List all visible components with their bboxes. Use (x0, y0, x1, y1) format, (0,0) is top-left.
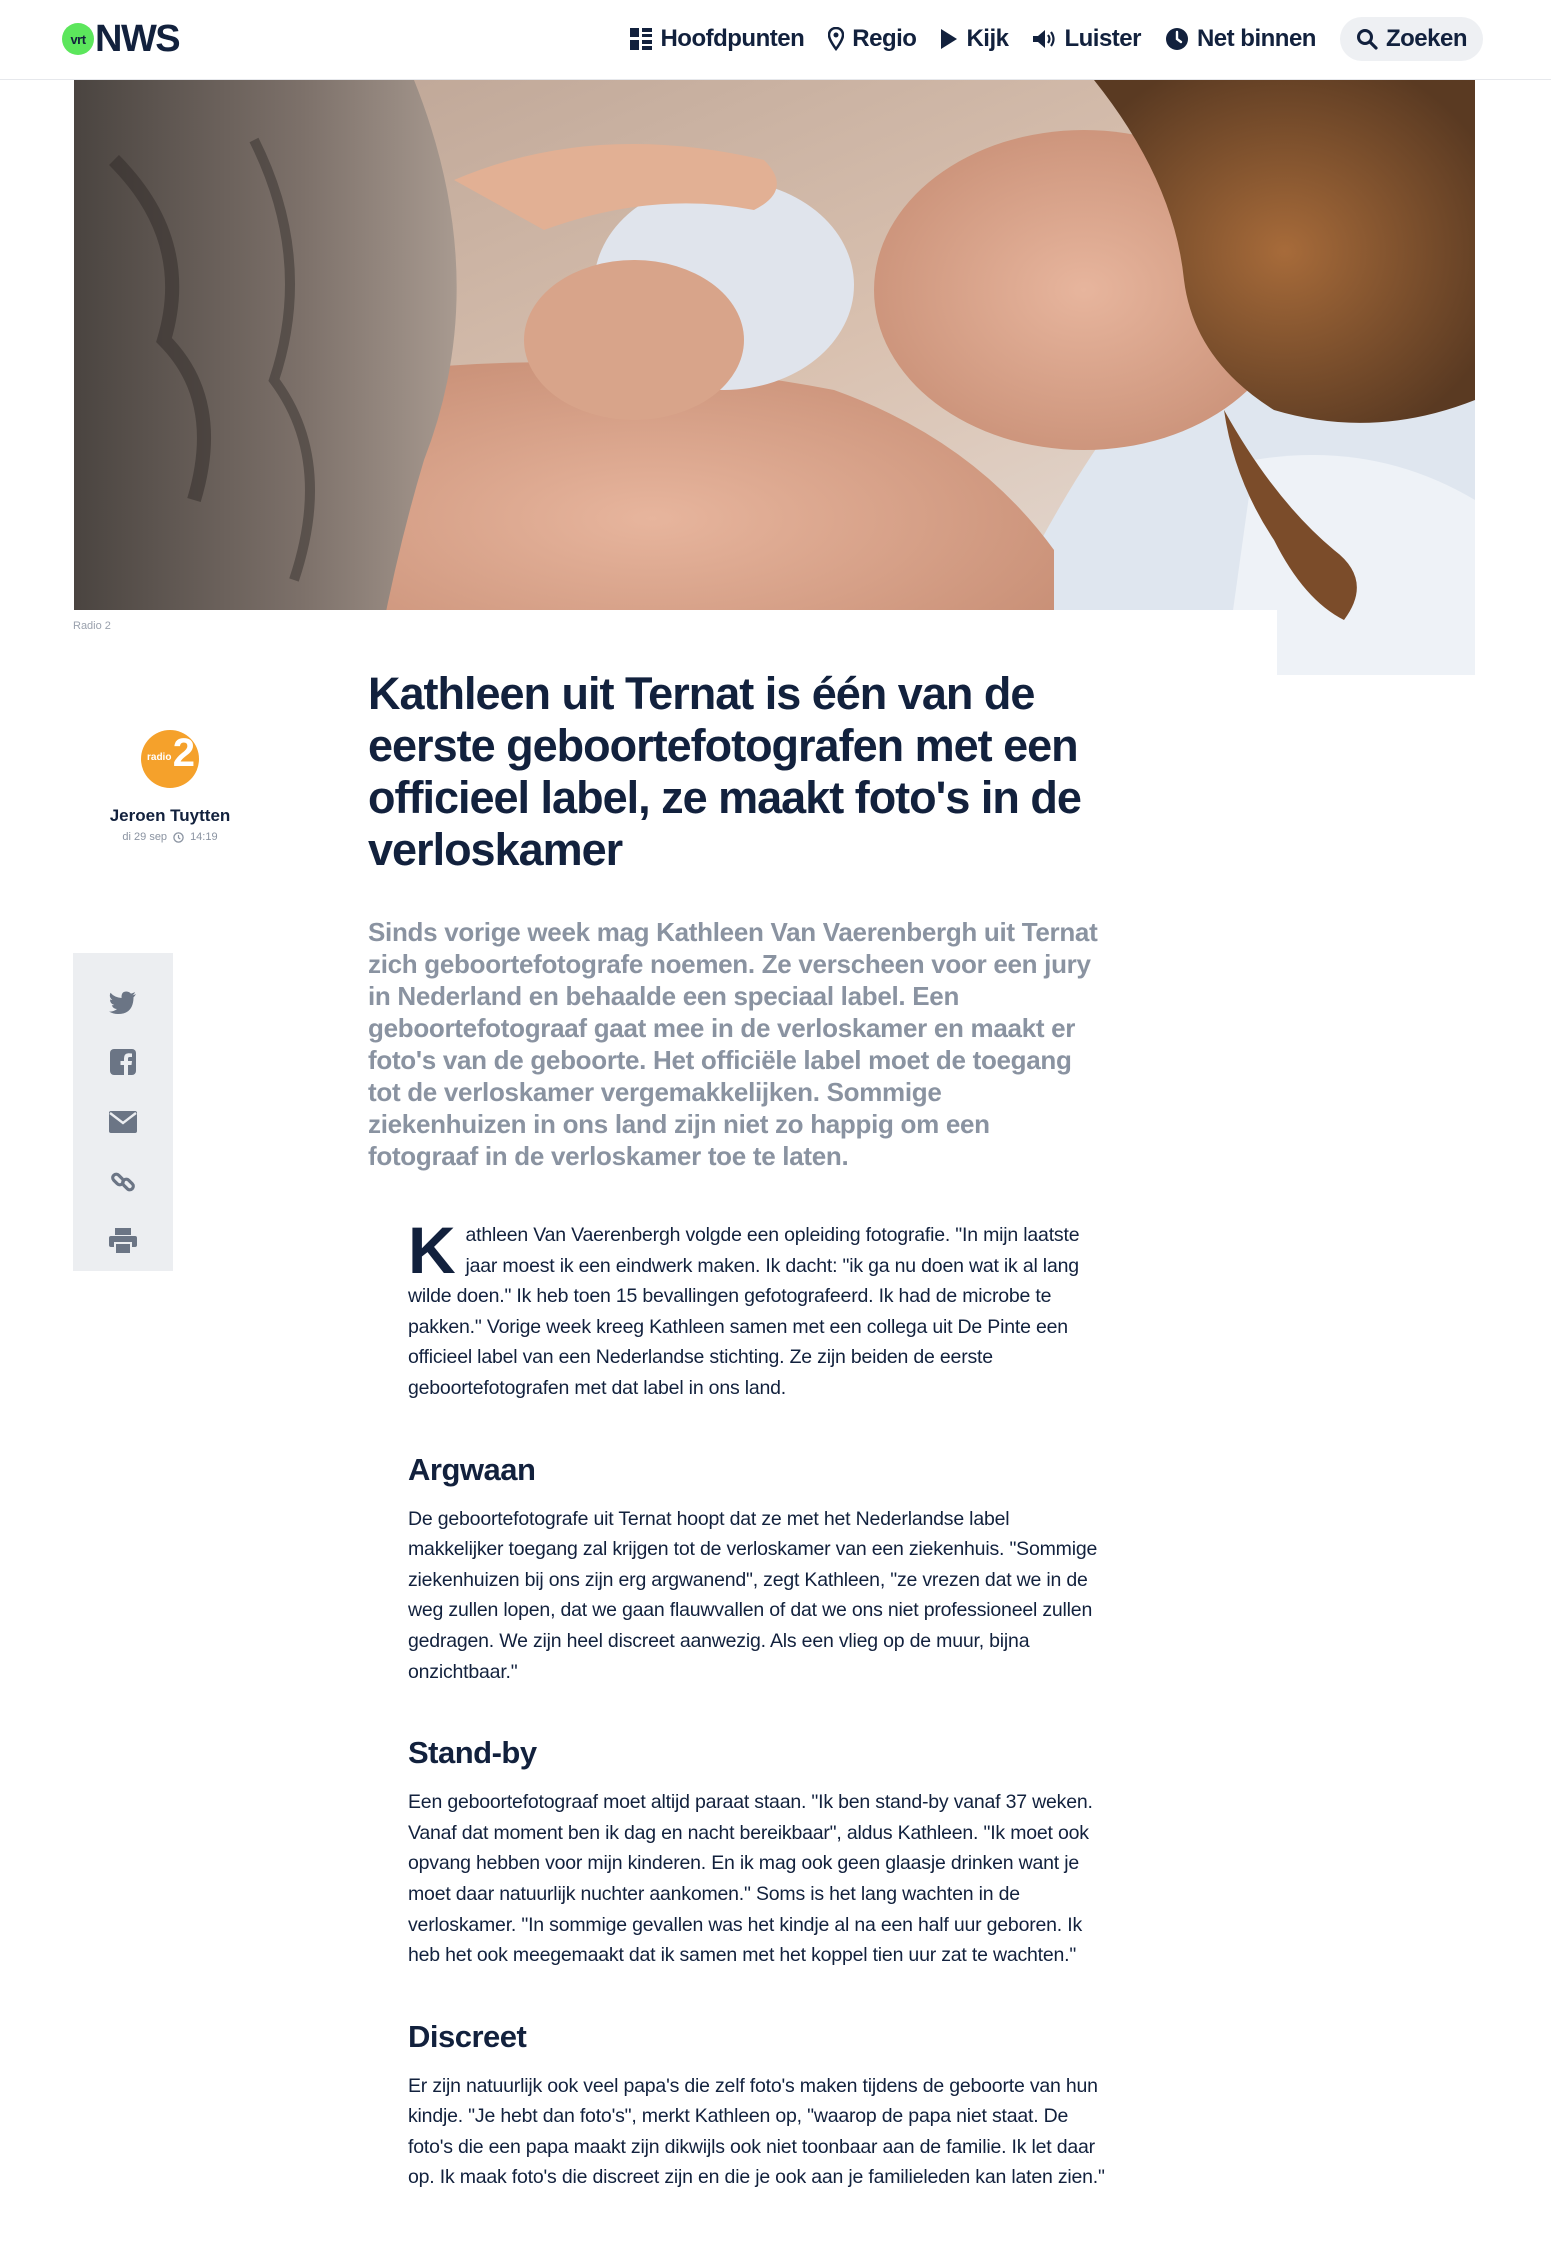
section-heading: Stand-by (408, 1735, 537, 1771)
nav-label: Regio (852, 25, 917, 52)
twitter-icon (109, 991, 137, 1015)
image-caption: Radio 2 (73, 620, 111, 632)
grid-icon (630, 28, 652, 50)
nav-label: Zoeken (1385, 25, 1467, 52)
author-name[interactable]: Jeroen Tuytten (109, 806, 231, 825)
main-nav (606, 17, 1483, 61)
section-paragraph: Een geboortefotograaf moet altijd paraat staan. "Ik ben stand-by vanaf 37 weken. Vanaf dat moment ben ik dag en nacht bereikbaar", aldus Kathleen. "Ik moet ook opvang hebben voor mijn kinderen. En ik mag ook geen glaasje drinken want je moet daar natuurlijk nuchter aankomen." Soms is het lang wachten in de verloskamer. "In sommige gevallen was het kindje al na een half uur geboren. Ik heb het ook meegemaakt dat ik samen met het koppel tien uur zat te wachten." (408, 1791, 1093, 1967)
section-paragraph: De geboortefotografe uit Ternat hoopt dat ze met het Nederlandse label makkelijker toegang zal krijgen tot de verloskamer van een ziekenhuis. "Sommige ziekenhuizen bij ons zijn erg argwanend", zegt Kathleen, "ze vrezen dat we in de weg zullen lopen, dat we gaan flauwvallen of dat we ons niet professioneel zullen gedragen. We zijn heel discreet aanwezig. Als een vlieg op de muur, bijna onzichtbaar." (408, 1507, 1098, 1683)
share-twitter-button[interactable] (73, 973, 173, 1033)
hero-photo (74, 80, 1475, 675)
radio2-logo[interactable] (141, 730, 199, 788)
nav-label: Net binnen (1196, 25, 1316, 52)
nav-net-binnen[interactable] (1165, 25, 1316, 53)
nav-regio[interactable] (828, 25, 916, 53)
section-heading: Argwaan (408, 1451, 536, 1487)
location-pin-icon (828, 27, 844, 51)
section-heading: Discreet (408, 2018, 527, 2054)
publish-date: di 29 sep (122, 831, 168, 843)
facebook-icon (110, 1049, 136, 1075)
link-icon (110, 1169, 136, 1195)
article-lead: Sinds vorige week mag Kathleen Van Vaerenbergh uit Ternat zich geboortefotografe noemen. Ze verscheen voor een jury in Nederland en behaalde een speciaal label. Een geboortefotograaf gaat mee in de verloskamer en maakt er foto's van de geboorte. Het officiële label moet de toegang tot de verloskamer vergemakkelijken. Sommige ziekenhuizen in ons land zijn niet zo happig om een fotograaf in de verloskamer toe te laten. (368, 917, 1098, 1171)
hero-image (74, 80, 1475, 675)
share-bar (73, 953, 173, 1271)
clock-icon (1165, 27, 1189, 51)
article-body (408, 1213, 1108, 2193)
publish-meta (74, 831, 266, 843)
article-intro-paragraph (408, 1213, 1108, 1404)
share-link-button[interactable] (73, 1152, 173, 1212)
vrt-logo-badge: vrt (62, 23, 94, 55)
share-print-button[interactable] (73, 1211, 173, 1271)
author-block (74, 730, 266, 843)
share-mail-button[interactable] (73, 1092, 173, 1152)
nav-zoeken-button[interactable] (1340, 17, 1483, 61)
clock-icon (173, 832, 184, 843)
article-title: Kathleen uit Ternat is één van de eerste geboortefotografen met een officieel label, ze maakt foto's in de verloskamer (368, 668, 1081, 875)
site-header (0, 0, 1551, 80)
radio2-logo-number: 2 (172, 731, 195, 775)
print-icon (109, 1228, 137, 1254)
share-facebook-button[interactable] (73, 1033, 173, 1093)
nws-logo-text: NWS (95, 18, 180, 60)
nav-hoofdpunten[interactable] (630, 25, 804, 53)
publish-time: 14:19 (190, 831, 218, 843)
nav-luister[interactable] (1032, 25, 1141, 53)
nav-label: Luister (1064, 25, 1141, 52)
nav-label: Hoofdpunten (660, 25, 805, 52)
speaker-icon (1032, 28, 1056, 50)
nav-label: Kijk (966, 25, 1009, 52)
hero-crop-mask (74, 610, 1277, 675)
nav-kijk[interactable] (940, 25, 1008, 53)
section-paragraph: Er zijn natuurlijk ook veel papa's die zelf foto's maken tijdens de geboorte van hun kindje. "Je hebt dan foto's", merkt Kathleen op, "waarop de papa niet staat. De foto's die een papa maakt zijn dikwijls ook niet toonbaar aan de familie. Ik let daar op. Ik maak foto's die discreet zijn en die je ook aan je familieleden kan laten zien." (408, 2074, 1105, 2189)
vrt-nws-logo[interactable] (62, 14, 179, 64)
radio2-logo-text: radio (147, 752, 172, 763)
intro-text: athleen Van Vaerenbergh volgde een opleiding fotografie. "In mijn laatste jaar moest ik een eindwerk maken. Ik dacht: "ik ga nu doen wat ik al lang wilde doen." Ik heb toen 15 bevallingen gefotografeerd. Ik had de microbe te pakken." Vorige week kreeg Kathleen samen met een collega uit De Pinte een officieel label van een Nederlandse stichting. Ze zijn beiden de eerste geboortefotografen met dat label in ons land. (408, 1224, 1080, 1399)
play-icon (940, 28, 958, 50)
drop-cap: K (408, 1213, 456, 1287)
mail-icon (109, 1111, 137, 1133)
search-icon (1356, 28, 1378, 50)
